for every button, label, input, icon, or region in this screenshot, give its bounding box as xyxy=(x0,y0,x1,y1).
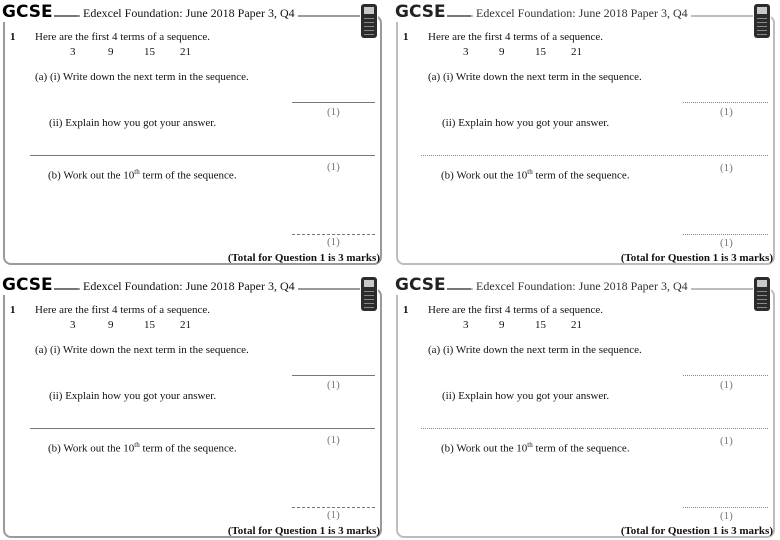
part-b: (b) Work out the 10th term of the sequence. xyxy=(441,441,630,455)
answer-line xyxy=(421,428,768,429)
part-b: (b) Work out the 10th term of the sequence. xyxy=(48,441,237,455)
sequence-term: 15 xyxy=(144,319,155,331)
question-number: 1 xyxy=(10,31,16,43)
title-divider xyxy=(447,15,471,17)
question-number: 1 xyxy=(403,31,409,43)
title-divider xyxy=(447,288,471,290)
total-marks: (Total for Question 1 is 3 marks) xyxy=(620,252,773,264)
mark-a-ii: (1) xyxy=(720,162,733,174)
sequence-term: 21 xyxy=(571,46,582,58)
part-a-ii: (ii) Explain how you got your answer. xyxy=(49,390,217,402)
part-b: (b) Work out the 10th term of the sequence. xyxy=(441,168,630,182)
sequence-term: 9 xyxy=(108,319,114,331)
answer-line xyxy=(30,428,375,429)
question-number: 1 xyxy=(403,304,409,316)
total-marks: (Total for Question 1 is 3 marks) xyxy=(620,525,773,537)
answer-line xyxy=(421,155,768,156)
card-frame xyxy=(3,288,382,538)
sequence-term: 9 xyxy=(108,46,114,58)
card-frame xyxy=(3,15,382,265)
sequence-term: 9 xyxy=(499,319,505,331)
calculator-icon xyxy=(360,277,378,313)
answer-line xyxy=(683,375,768,376)
answer-line xyxy=(292,507,375,508)
calculator-icon xyxy=(753,277,771,313)
calculator-icon xyxy=(360,4,378,40)
question-number: 1 xyxy=(10,304,16,316)
mark-a-ii: (1) xyxy=(327,434,340,446)
question-intro: Here are the first 4 terms of a sequence. xyxy=(428,31,604,43)
total-marks: (Total for Question 1 is 3 marks) xyxy=(227,525,380,537)
gcse-logo: GCSE xyxy=(2,275,57,295)
mark-a-i: (1) xyxy=(720,106,733,118)
sequence-term: 21 xyxy=(571,319,582,331)
mark-a-i: (1) xyxy=(720,379,733,391)
part-a-i: (a) (i) Write down the next term in the sequence. xyxy=(35,71,249,83)
title-divider xyxy=(54,15,78,17)
part-a-ii: (ii) Explain how you got your answer. xyxy=(442,390,610,402)
card-frame xyxy=(396,15,775,265)
gcse-logo: GCSE xyxy=(395,2,450,22)
answer-line xyxy=(292,375,375,376)
paper-title: Edexcel Foundation: June 2018 Paper 3, Q4 xyxy=(473,279,691,294)
mark-a-ii: (1) xyxy=(327,161,340,173)
mark-a-ii: (1) xyxy=(720,435,733,447)
mark-a-i: (1) xyxy=(327,106,340,118)
part-b: (b) Work out the 10th term of the sequence. xyxy=(48,168,237,182)
mark-b: (1) xyxy=(327,509,340,521)
question-card xyxy=(0,2,382,266)
answer-line xyxy=(292,102,375,103)
card-frame xyxy=(396,288,775,538)
part-a-ii: (ii) Explain how you got your answer. xyxy=(442,117,610,129)
answer-line xyxy=(683,102,768,103)
sequence-term: 21 xyxy=(180,46,191,58)
part-a-i: (a) (i) Write down the next term in the sequence. xyxy=(428,71,642,83)
question-card xyxy=(0,275,382,539)
sequence-term: 21 xyxy=(180,319,191,331)
answer-line xyxy=(683,507,768,508)
question-intro: Here are the first 4 terms of a sequence. xyxy=(35,31,211,43)
gcse-logo: GCSE xyxy=(395,275,450,295)
sequence-term: 3 xyxy=(463,319,469,331)
sequence-term: 9 xyxy=(499,46,505,58)
answer-line xyxy=(30,155,375,156)
paper-title: Edexcel Foundation: June 2018 Paper 3, Q4 xyxy=(80,279,298,294)
total-marks: (Total for Question 1 is 3 marks) xyxy=(227,252,380,264)
title-divider xyxy=(54,288,78,290)
sequence-term: 15 xyxy=(535,319,546,331)
sequence-term: 3 xyxy=(70,319,76,331)
question-intro: Here are the first 4 terms of a sequence. xyxy=(428,304,604,316)
part-a-i: (a) (i) Write down the next term in the sequence. xyxy=(35,344,249,356)
part-a-i: (a) (i) Write down the next term in the sequence. xyxy=(428,344,642,356)
sequence-term: 3 xyxy=(463,46,469,58)
mark-b: (1) xyxy=(327,236,340,248)
question-card xyxy=(393,2,775,266)
mark-b: (1) xyxy=(720,237,733,249)
answer-line xyxy=(292,234,375,235)
mark-b: (1) xyxy=(720,510,733,522)
paper-title: Edexcel Foundation: June 2018 Paper 3, Q4 xyxy=(473,6,691,21)
question-intro: Here are the first 4 terms of a sequence. xyxy=(35,304,211,316)
part-a-ii: (ii) Explain how you got your answer. xyxy=(49,117,217,129)
answer-line xyxy=(683,234,768,235)
sequence-term: 15 xyxy=(535,46,546,58)
paper-title: Edexcel Foundation: June 2018 Paper 3, Q4 xyxy=(80,6,298,21)
gcse-logo: GCSE xyxy=(2,2,57,22)
mark-a-i: (1) xyxy=(327,379,340,391)
calculator-icon xyxy=(753,4,771,40)
sequence-term: 15 xyxy=(144,46,155,58)
question-card xyxy=(393,275,775,539)
sequence-term: 3 xyxy=(70,46,76,58)
